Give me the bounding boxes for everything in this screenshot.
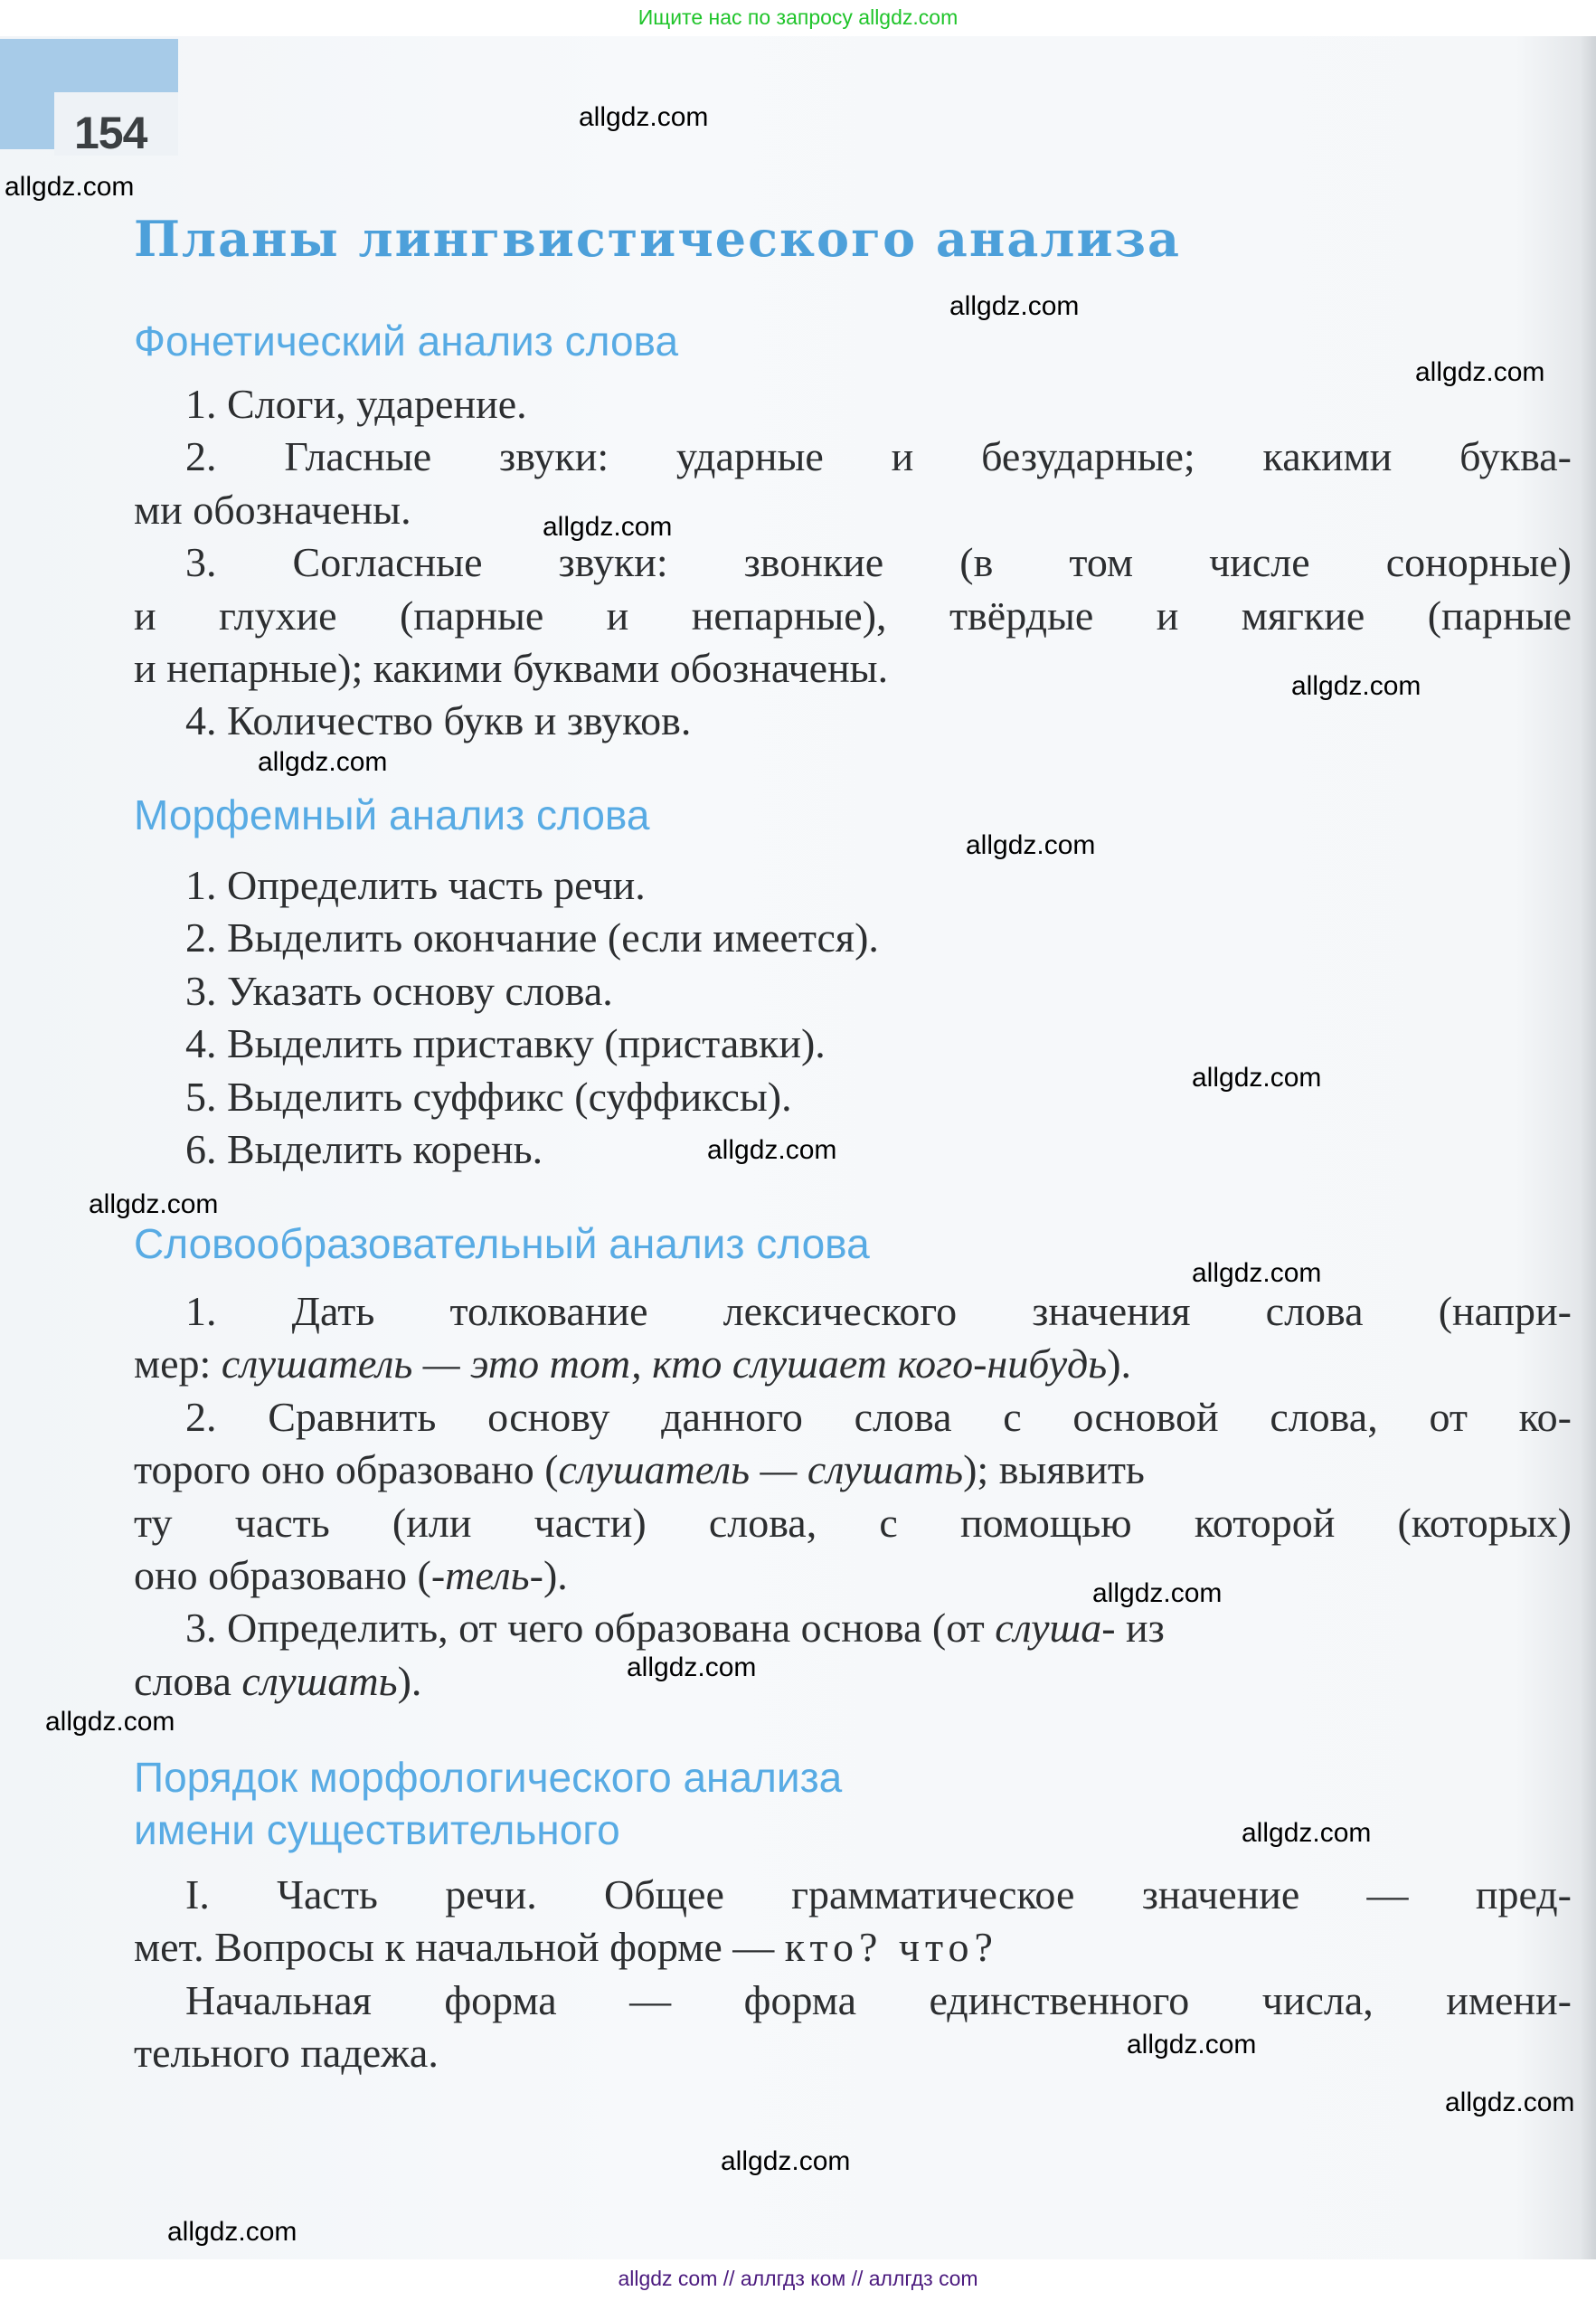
watermark: allgdz.com — [1242, 1818, 1372, 1848]
wf-item-3-cont — [134, 1655, 1572, 1708]
wf-text: ); выявить — [963, 1446, 1145, 1493]
wf-item-2-cont2: ту часть (или части) слова, с помощью которой (которых) — [134, 1499, 1572, 1546]
watermark: allgdz.com — [627, 1652, 757, 1682]
top-banner — [0, 0, 1596, 36]
page-number: 154 — [74, 108, 147, 158]
wf-item-1-cont — [134, 1338, 1572, 1390]
watermark: allgdz.com — [1192, 1258, 1322, 1288]
wf-text: ). — [1107, 1340, 1132, 1387]
watermark: allgdz.com — [1192, 1063, 1322, 1093]
wf-text: оно образовано ( — [134, 1551, 431, 1598]
wf-text: мер: — [134, 1340, 222, 1387]
stem-italic: слуша- — [995, 1605, 1116, 1652]
watermark: allgdz.com — [1415, 357, 1545, 387]
footer-banner — [0, 2259, 1596, 2301]
nm-text: мет. Вопросы к начальной форме — — [134, 1924, 785, 1971]
page-title: Планы лингвистического анализа — [134, 210, 1181, 268]
noun-morphology-list — [134, 1869, 1572, 2080]
wf-item-2-cont — [134, 1444, 1572, 1496]
phonetic-item-2: 2. Гласные звуки: ударные и безударные; какими буква- — [185, 433, 1572, 480]
suffix-italic: -тель- — [430, 1551, 543, 1598]
watermark: allgdz.com — [721, 2146, 851, 2176]
wf-text: 3. Определить, от чего образована основа (от — [185, 1605, 996, 1652]
morphemic-item-5: 5. Выделить суффикс (суффиксы). — [185, 1073, 792, 1120]
nm-initial-form: Начальная форма — форма единственного числа, имени- — [185, 1976, 1572, 2023]
word-italic: слушать — [241, 1657, 398, 1704]
heading-noun-morphology-2: имени существительного — [134, 1806, 620, 1853]
watermark: allgdz.com — [966, 830, 1096, 860]
morphemic-item-6: 6. Выделить корень. — [185, 1125, 543, 1172]
nm-initial-form-cont: тельного падежа. — [134, 2030, 439, 2077]
watermark: allgdz.com — [707, 1135, 837, 1165]
nm-item-1: I. Часть речи. Общее грамматическое значение — пред- — [185, 1871, 1572, 1918]
word-formation-list — [134, 1285, 1572, 1708]
footer-text: allgdz com // аллгдз ком // аллгдз com — [618, 2267, 978, 2290]
wf-item-2-cont3 — [134, 1549, 1572, 1602]
nm-item-1-cont — [134, 1921, 1572, 1974]
watermark: allgdz.com — [1445, 2088, 1575, 2117]
watermark: allgdz.com — [45, 1707, 175, 1737]
heading-phonetic: Фонетический анализ слова — [134, 317, 679, 365]
morphemic-item-4: 4. Выделить приставку (приставки). — [185, 1020, 826, 1067]
watermark: allgdz.com — [949, 291, 1080, 321]
phonetic-item-1: 1. Слоги, ударение. — [185, 381, 527, 427]
heading-word-formation: Словообразовательный анализ слова — [134, 1220, 870, 1267]
phonetic-item-4: 4. Количество букв и звуков. — [185, 697, 692, 744]
top-banner-text: Ищите нас по запросу allgdz.com — [637, 5, 959, 29]
watermark: allgdz.com — [5, 172, 135, 202]
example-italic: слушатель — это тот, кто слушает кого-нибудь — [221, 1340, 1108, 1387]
wf-text: ). — [543, 1551, 568, 1598]
phonetic-item-3-cont: и глухие (парные и непарные), твёрдые и мягкие (парные — [134, 592, 1572, 639]
phonetic-item-3: 3. Согласные звуки: звонкие (в том числе сонорные) — [185, 539, 1572, 586]
morphemic-list — [134, 859, 1572, 1176]
wf-text: слова — [134, 1657, 242, 1704]
wf-item-2: 2. Сравнить основу данного слова с основой слова, от ко- — [185, 1393, 1572, 1440]
wf-item-1: 1. Дать толкование лексического значения слова (напри- — [185, 1288, 1572, 1334]
morphemic-item-3: 3. Указать основу слова. — [185, 967, 613, 1014]
wf-text: ). — [397, 1657, 422, 1704]
questions-spaced: кто? что? — [784, 1924, 998, 1971]
watermark: allgdz.com — [1127, 2030, 1257, 2060]
watermark: allgdz.com — [579, 102, 709, 132]
watermark: allgdz.com — [258, 747, 388, 777]
phonetic-item-2-cont: ми обозначены. — [134, 486, 411, 533]
watermark: allgdz.com — [89, 1189, 219, 1219]
watermark: allgdz.com — [1092, 1578, 1223, 1608]
example-italic: слушатель — слушать — [558, 1446, 964, 1493]
heading-morphemic: Морфемный анализ слова — [134, 791, 650, 838]
wf-item-3 — [134, 1602, 1572, 1654]
wf-text: торого оно образовано ( — [134, 1446, 559, 1493]
phonetic-item-3-cont2: и непарные); какими буквами обозначены. — [134, 644, 889, 691]
watermark: allgdz.com — [543, 512, 673, 542]
morphemic-item-1: 1. Определить часть речи. — [185, 862, 646, 908]
heading-noun-morphology-1: Порядок морфологического анализа — [134, 1754, 843, 1801]
watermark: allgdz.com — [1291, 671, 1421, 701]
watermark: allgdz.com — [167, 2217, 297, 2247]
morphemic-item-2: 2. Выделить окончание (если имеется). — [185, 914, 879, 961]
wf-text: из — [1115, 1605, 1165, 1652]
